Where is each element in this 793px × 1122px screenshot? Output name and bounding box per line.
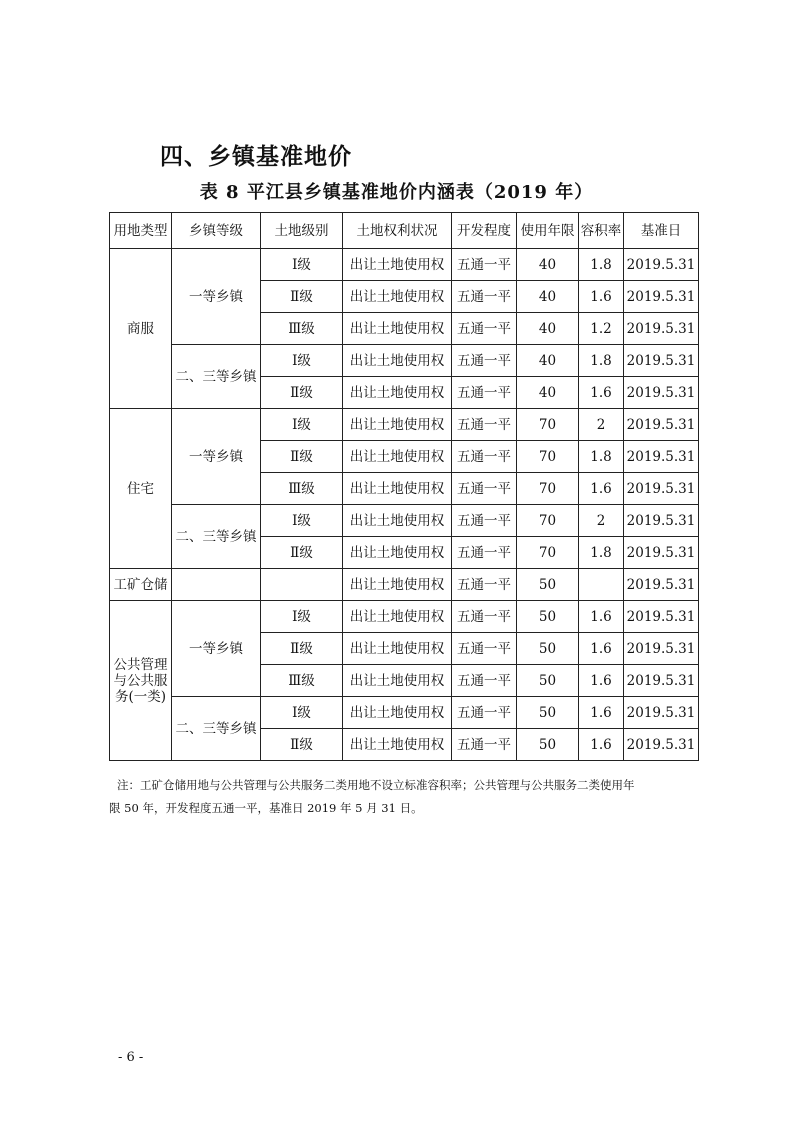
floor-area-ratio-cell: 1.6	[579, 601, 624, 633]
use-years-cell: 50	[517, 697, 579, 729]
town-tier-cell: 二、三等乡镇	[172, 505, 261, 569]
land-rights-cell: 出让土地使用权	[343, 569, 452, 601]
floor-area-ratio-cell: 1.8	[579, 441, 624, 473]
base-date-cell: 2019.5.31	[624, 281, 699, 313]
town-tier-cell: 二、三等乡镇	[172, 345, 261, 409]
floor-area-ratio-cell: 1.6	[579, 697, 624, 729]
use-years-cell: 50	[517, 633, 579, 665]
development-cell: 五通一平	[452, 697, 517, 729]
floor-area-ratio-cell: 2	[579, 409, 624, 441]
floor-area-ratio-cell: 1.6	[579, 377, 624, 409]
development-cell: 五通一平	[452, 729, 517, 761]
town-tier-cell	[172, 569, 261, 601]
land-rights-cell: 出让土地使用权	[343, 409, 452, 441]
land-grade-cell: Ⅰ级	[261, 409, 343, 441]
land-rights-cell: 出让土地使用权	[343, 729, 452, 761]
base-date-cell: 2019.5.31	[624, 729, 699, 761]
land-rights-cell: 出让土地使用权	[343, 313, 452, 345]
land-grade-cell: Ⅱ级	[261, 377, 343, 409]
header-cell: 开发程度	[452, 213, 517, 249]
land-price-table	[109, 212, 699, 761]
land-rights-cell: 出让土地使用权	[343, 281, 452, 313]
base-date-cell: 2019.5.31	[624, 505, 699, 537]
land-rights-cell: 出让土地使用权	[343, 441, 452, 473]
floor-area-ratio-cell: 1.6	[579, 729, 624, 761]
floor-area-ratio-cell: 1.6	[579, 633, 624, 665]
base-date-cell: 2019.5.31	[624, 633, 699, 665]
use-years-cell: 50	[517, 601, 579, 633]
note-line-1: 注：工矿仓储用地与公共管理与公共服务二类用地不设立标准容积率；公共管理与公共服务二类使用年	[117, 778, 635, 792]
page-number: - 6 -	[118, 1050, 144, 1065]
floor-area-ratio-cell: 1.8	[579, 249, 624, 281]
header-cell: 容积率	[579, 213, 624, 249]
land-type-cell: 公共管理与公共服务(一类)	[110, 601, 172, 761]
base-date-cell: 2019.5.31	[624, 665, 699, 697]
header-cell: 用地类型	[110, 213, 172, 249]
base-date-cell: 2019.5.31	[624, 697, 699, 729]
development-cell: 五通一平	[452, 441, 517, 473]
land-grade-cell: Ⅲ级	[261, 313, 343, 345]
table-row	[110, 505, 699, 537]
development-cell: 五通一平	[452, 665, 517, 697]
table-row	[110, 601, 699, 633]
use-years-cell: 40	[517, 281, 579, 313]
header-cell: 乡镇等级	[172, 213, 261, 249]
base-date-cell: 2019.5.31	[624, 377, 699, 409]
land-grade-cell: Ⅰ级	[261, 345, 343, 377]
land-rights-cell: 出让土地使用权	[343, 601, 452, 633]
use-years-cell: 40	[517, 249, 579, 281]
header-cell: 土地权利状况	[343, 213, 452, 249]
header-cell: 基准日	[624, 213, 699, 249]
table-header-row	[110, 213, 699, 249]
use-years-cell: 50	[517, 665, 579, 697]
base-date-cell: 2019.5.31	[624, 569, 699, 601]
development-cell: 五通一平	[452, 633, 517, 665]
base-date-cell: 2019.5.31	[624, 409, 699, 441]
land-rights-cell: 出让土地使用权	[343, 473, 452, 505]
table-note	[109, 774, 699, 820]
land-rights-cell: 出让土地使用权	[343, 505, 452, 537]
use-years-cell: 40	[517, 345, 579, 377]
table-row	[110, 697, 699, 729]
town-tier-cell: 一等乡镇	[172, 249, 261, 345]
development-cell: 五通一平	[452, 313, 517, 345]
floor-area-ratio-cell: 2	[579, 505, 624, 537]
note-line-2: 限 50 年，开发程度五通一平，基准日 2019 年 5 月 31 日。	[109, 801, 423, 815]
town-tier-cell: 一等乡镇	[172, 409, 261, 505]
land-grade-cell: Ⅱ级	[261, 633, 343, 665]
use-years-cell: 70	[517, 473, 579, 505]
table-row	[110, 569, 699, 601]
use-years-cell: 50	[517, 569, 579, 601]
land-rights-cell: 出让土地使用权	[343, 345, 452, 377]
use-years-cell: 70	[517, 441, 579, 473]
development-cell: 五通一平	[452, 505, 517, 537]
town-tier-cell: 二、三等乡镇	[172, 697, 261, 761]
land-grade-cell: Ⅰ级	[261, 601, 343, 633]
base-date-cell: 2019.5.31	[624, 473, 699, 505]
development-cell: 五通一平	[452, 537, 517, 569]
development-cell: 五通一平	[452, 569, 517, 601]
development-cell: 五通一平	[452, 281, 517, 313]
land-grade-cell: Ⅱ级	[261, 441, 343, 473]
use-years-cell: 40	[517, 313, 579, 345]
land-rights-cell: 出让土地使用权	[343, 537, 452, 569]
table-body	[110, 213, 699, 761]
section-heading: 四、乡镇基准地价	[160, 144, 352, 170]
use-years-cell: 70	[517, 505, 579, 537]
table-row	[110, 249, 699, 281]
land-grade-cell: Ⅰ级	[261, 505, 343, 537]
use-years-cell: 70	[517, 409, 579, 441]
floor-area-ratio-cell: 1.2	[579, 313, 624, 345]
land-rights-cell: 出让土地使用权	[343, 665, 452, 697]
land-rights-cell: 出让土地使用权	[343, 697, 452, 729]
land-type-cell: 工矿仓储	[110, 569, 172, 601]
floor-area-ratio-cell: 1.6	[579, 665, 624, 697]
land-type-cell: 商服	[110, 249, 172, 409]
land-grade-cell: Ⅰ级	[261, 697, 343, 729]
land-rights-cell: 出让土地使用权	[343, 633, 452, 665]
land-rights-cell: 出让土地使用权	[343, 249, 452, 281]
land-rights-cell: 出让土地使用权	[343, 377, 452, 409]
development-cell: 五通一平	[452, 249, 517, 281]
use-years-cell: 40	[517, 377, 579, 409]
table-row	[110, 345, 699, 377]
development-cell: 五通一平	[452, 377, 517, 409]
base-date-cell: 2019.5.31	[624, 601, 699, 633]
land-type-cell: 住宅	[110, 409, 172, 569]
header-cell: 土地级别	[261, 213, 343, 249]
base-date-cell: 2019.5.31	[624, 345, 699, 377]
table-caption: 表 8 平江县乡镇基准地价内涵表（2019 年）	[199, 182, 594, 203]
development-cell: 五通一平	[452, 601, 517, 633]
land-grade-cell: Ⅱ级	[261, 537, 343, 569]
development-cell: 五通一平	[452, 409, 517, 441]
development-cell: 五通一平	[452, 473, 517, 505]
land-grade-cell: Ⅰ级	[261, 249, 343, 281]
table-row	[110, 409, 699, 441]
floor-area-ratio-cell	[579, 569, 624, 601]
town-tier-cell: 一等乡镇	[172, 601, 261, 697]
floor-area-ratio-cell: 1.6	[579, 473, 624, 505]
land-grade-cell: Ⅱ级	[261, 281, 343, 313]
floor-area-ratio-cell: 1.8	[579, 537, 624, 569]
floor-area-ratio-cell: 1.8	[579, 345, 624, 377]
use-years-cell: 50	[517, 729, 579, 761]
base-date-cell: 2019.5.31	[624, 441, 699, 473]
floor-area-ratio-cell: 1.6	[579, 281, 624, 313]
land-grade-cell: Ⅲ级	[261, 665, 343, 697]
base-date-cell: 2019.5.31	[624, 249, 699, 281]
base-date-cell: 2019.5.31	[624, 537, 699, 569]
use-years-cell: 70	[517, 537, 579, 569]
header-cell: 使用年限	[517, 213, 579, 249]
development-cell: 五通一平	[452, 345, 517, 377]
base-date-cell: 2019.5.31	[624, 313, 699, 345]
land-grade-cell: Ⅲ级	[261, 473, 343, 505]
land-grade-cell: Ⅱ级	[261, 729, 343, 761]
land-grade-cell	[261, 569, 343, 601]
